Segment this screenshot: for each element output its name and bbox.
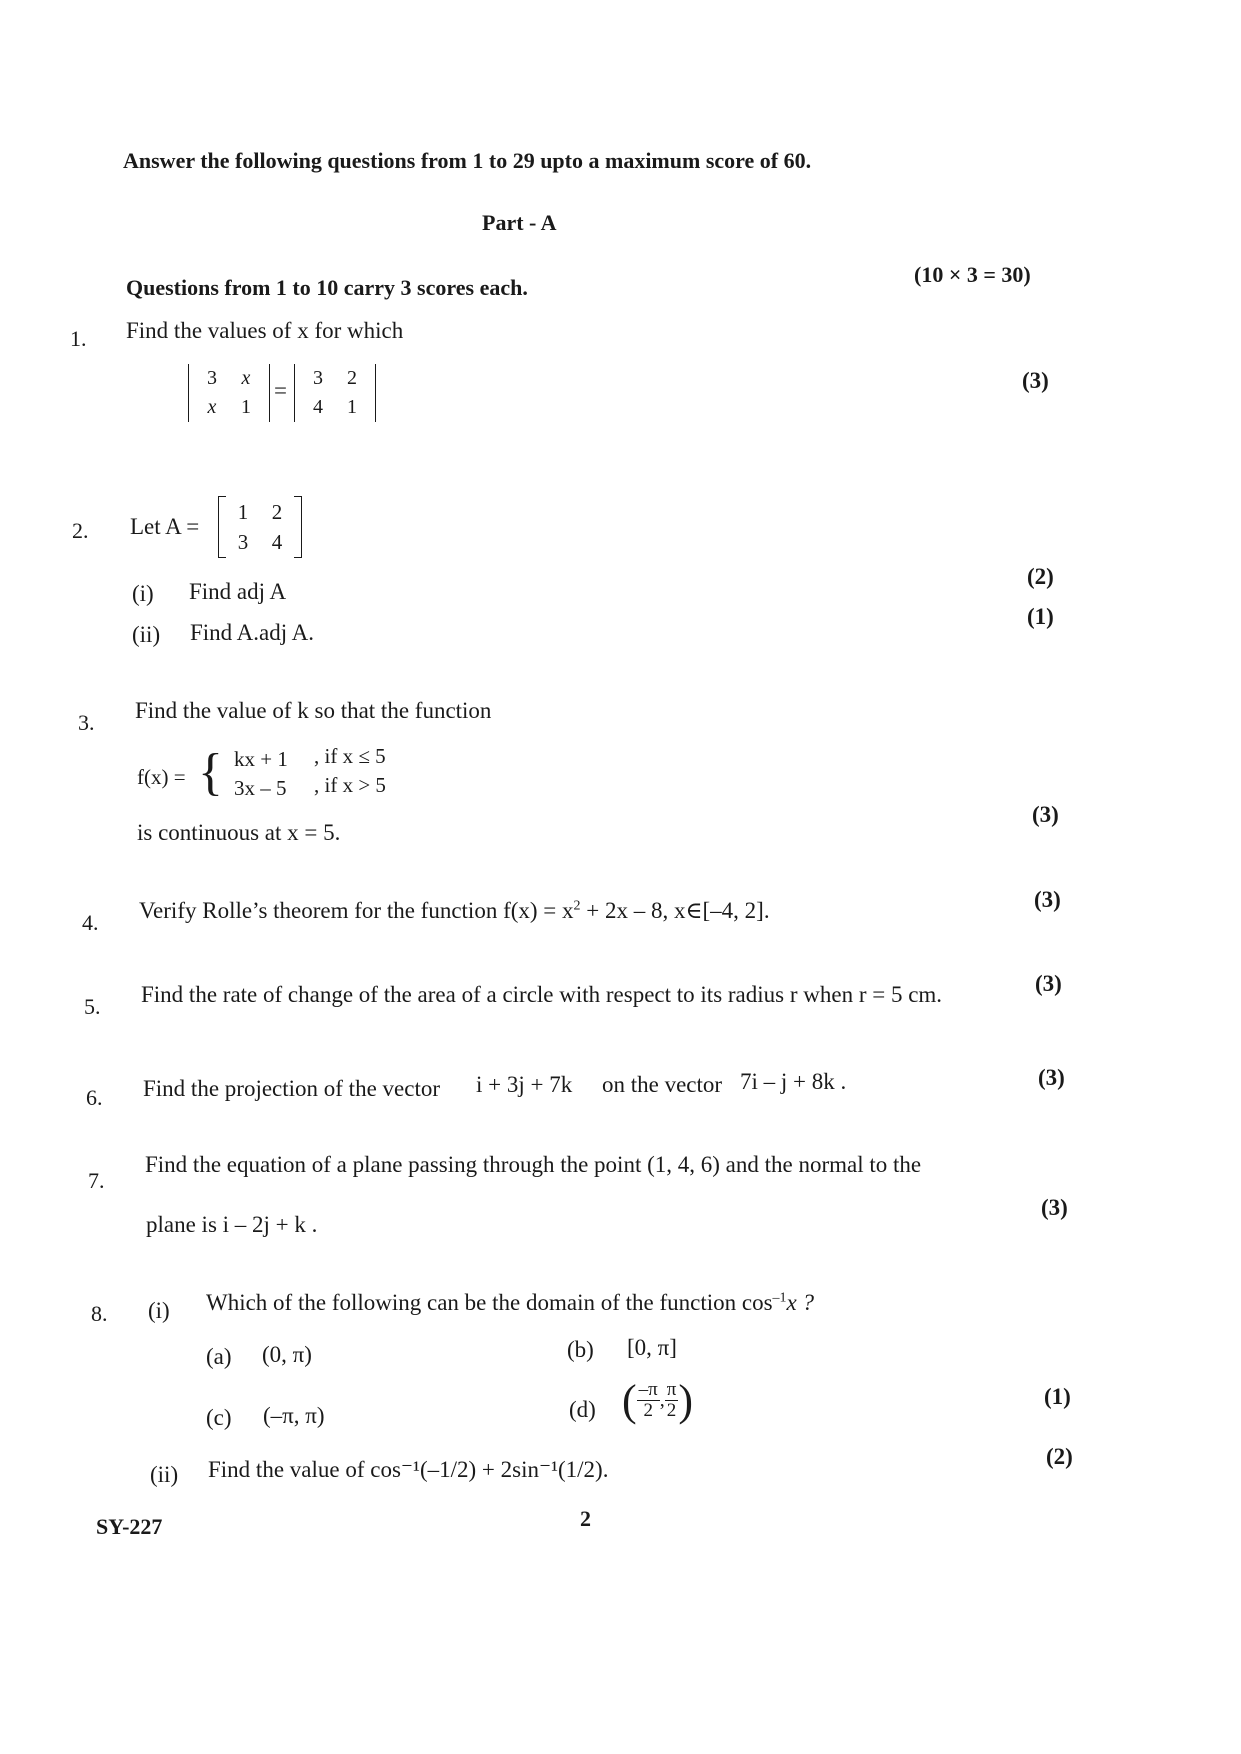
q5-score: (3) bbox=[1035, 971, 1062, 996]
det-cell: 3 bbox=[207, 367, 217, 389]
matrix-cell: 1 bbox=[237, 500, 249, 524]
det-cell: 1 bbox=[347, 396, 357, 418]
q8-part-i-text bbox=[206, 1290, 814, 1316]
det-cell: 4 bbox=[313, 396, 323, 418]
frac-1: $\frac{-\pi}{2}$ bbox=[638, 1379, 658, 1421]
matrix-cell: 4 bbox=[271, 530, 283, 554]
q2-let: Let A = bbox=[130, 514, 200, 539]
q4-text-a: Verify Rolle’s theorem for the function f(x) = x bbox=[139, 898, 574, 923]
matrix-cell: 3 bbox=[237, 530, 249, 554]
q4-number: 4. bbox=[82, 910, 99, 935]
q4-score: (3) bbox=[1034, 887, 1061, 912]
det-cell: 2 bbox=[347, 367, 357, 389]
det-cell: 1 bbox=[241, 396, 251, 418]
q2-part-ii-label: (ii) bbox=[132, 622, 161, 647]
frac-2: $\frac{\pi}{2}$ bbox=[666, 1379, 677, 1421]
q5-number: 5. bbox=[84, 994, 101, 1019]
q3-case2-expr: 3x – 5 bbox=[234, 776, 287, 800]
part-title: Part - A bbox=[482, 210, 557, 235]
q8-option-c-text: (–π, π) bbox=[263, 1403, 325, 1428]
q8-option-c-label: (c) bbox=[206, 1405, 232, 1430]
q7-number: 7. bbox=[88, 1168, 105, 1193]
q3-case1-cond: , if x ≤ 5 bbox=[314, 744, 386, 768]
q2-part-i-label: (i) bbox=[132, 581, 154, 606]
q1-score: (3) bbox=[1022, 368, 1049, 393]
q2-matrix bbox=[218, 496, 302, 558]
q6-text-a: Find the projection of the vector bbox=[143, 1076, 441, 1101]
q5-text: Find the rate of change of the area of a circle with respect to its radius r when r = 5 cm. bbox=[141, 982, 943, 1007]
q8-option-d-value: ( $\frac{-\pi}{2}$ , $\frac{\pi}{2}$ ) bbox=[622, 1376, 693, 1425]
q1-text: Find the values of x for which bbox=[126, 318, 404, 343]
det-cell: x bbox=[241, 367, 251, 389]
det-cell: 3 bbox=[313, 367, 323, 389]
q8-part-i-score: (1) bbox=[1044, 1384, 1071, 1409]
q6-vector-1: i + 3j + 7k bbox=[476, 1072, 573, 1097]
q2-part-ii-text: Find A.adj A. bbox=[190, 620, 314, 645]
q1-equals: = bbox=[274, 378, 287, 403]
q1-determinant-left bbox=[188, 364, 270, 422]
instructions: Answer the following questions from 1 to 29 upto a maximum score of 60. bbox=[123, 148, 812, 173]
section-note: Questions from 1 to 10 carry 3 scores each. bbox=[126, 275, 528, 300]
q3-tail: is continuous at x = 5. bbox=[137, 820, 341, 845]
q3-text: Find the value of k so that the function bbox=[135, 698, 492, 723]
q3-case1-expr: kx + 1 bbox=[234, 747, 288, 771]
q2-part-i-text: Find adj A bbox=[189, 579, 287, 604]
q8-i-text-b: x ? bbox=[786, 1290, 815, 1315]
q8-option-b-label: (b) bbox=[567, 1337, 594, 1362]
q8-i-text-a: Which of the following can be the domain of the function cos bbox=[206, 1290, 773, 1315]
q3-fx: f(x) = bbox=[137, 765, 186, 789]
q2-number: 2. bbox=[72, 518, 89, 543]
q4-text bbox=[139, 898, 770, 924]
q7-line1: Find the equation of a plane passing through the point (1, 4, 6) and the normal to the bbox=[145, 1152, 922, 1177]
q8-option-a-text: (0, π) bbox=[262, 1342, 312, 1367]
q8-part-i-label: (i) bbox=[148, 1298, 170, 1323]
q3-case2-cond: , if x > 5 bbox=[314, 773, 386, 797]
q8-number: 8. bbox=[91, 1301, 108, 1326]
q6-number: 6. bbox=[86, 1085, 103, 1110]
q8-i-exponent: –1 bbox=[772, 1290, 787, 1306]
q8-part-ii-text: Find the value of cos⁻¹(–1/2) + 2sin⁻¹(1/2). bbox=[208, 1457, 609, 1482]
det-cell: x bbox=[207, 396, 217, 418]
q4-text-b: + 2x – 8, x∈[–4, 2]. bbox=[580, 898, 770, 923]
q8-option-b-text: [0, π] bbox=[627, 1335, 677, 1360]
q3-score: (3) bbox=[1032, 802, 1059, 827]
q8-part-ii-label: (ii) bbox=[150, 1462, 179, 1487]
page-number: 2 bbox=[580, 1506, 591, 1531]
q3-brace: { bbox=[198, 744, 223, 801]
q1-number: 1. bbox=[70, 326, 87, 351]
paper-code: SY-227 bbox=[96, 1514, 163, 1539]
q8-option-a-label: (a) bbox=[206, 1344, 232, 1369]
section-marks: (10 × 3 = 30) bbox=[914, 262, 1031, 287]
q3-number: 3. bbox=[78, 710, 95, 735]
q2-part-ii-score: (1) bbox=[1027, 604, 1054, 629]
q8-part-ii-score: (2) bbox=[1046, 1444, 1073, 1469]
q2-part-i-score: (2) bbox=[1027, 564, 1054, 589]
q6-text-b: on the vector bbox=[602, 1072, 723, 1097]
q6-score: (3) bbox=[1038, 1065, 1065, 1090]
q1-determinant-right bbox=[294, 364, 376, 422]
q8-option-d-label: (d) bbox=[569, 1397, 596, 1422]
q6-vector-2: 7i – j + 8k . bbox=[740, 1069, 847, 1094]
q7-score: (3) bbox=[1041, 1195, 1068, 1220]
q7-line2: plane is i – 2j + k . bbox=[146, 1212, 318, 1237]
matrix-cell: 2 bbox=[271, 500, 283, 524]
q4-exponent: 2 bbox=[573, 898, 581, 914]
